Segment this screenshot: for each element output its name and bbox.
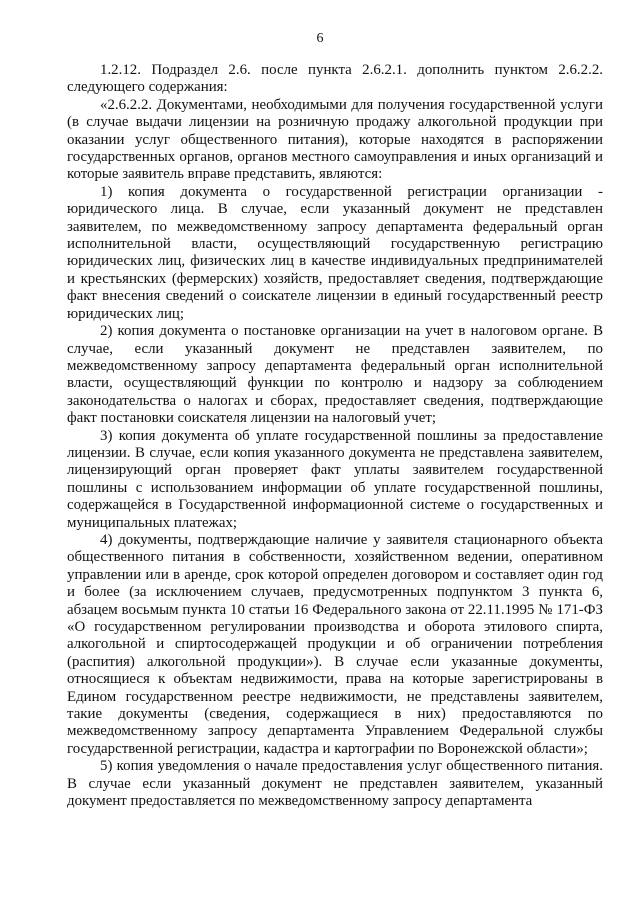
paragraph-item-5: 5) копия уведомления о начале предоставления услуг общественного питания. В случае если указанный документ не представлен заявителем, указанный документ предоставляется по межведомственному запросу департамента — [67, 758, 603, 810]
paragraph-item-1: 1) копия документа о государственной регистрации организации - юридического лица. В случае, если указанный документ не представлен заявителем, по межведомственному запросу департамента федеральный орган исполнительной власти, осуществляющий государственную регистрацию юридических лиц, физических лиц в качестве индивидуальных предпринимателей и крестьянских (фермерских) хозяйств, предоставляет сведения, подтверждающие факт внесения сведений о соискателе лицензии в единый государственный реестр юридических лиц; — [67, 183, 603, 322]
paragraph-amendment-intro: 1.2.12. Подраздел 2.6. после пункта 2.6.2.1. дополнить пунктом 2.6.2.2. следующего содержания: — [67, 62, 603, 96]
page-number: 6 — [316, 31, 324, 46]
document-body — [67, 62, 603, 810]
paragraph-item-2: 2) копия документа о постановке организации на учет в налоговом органе. В случае, если указанный документ не представлен заявителем, по межведомственному запросу департамента федеральный орган исполнительной власти, осуществляющий функции по контролю и надзору за соблюдением законодательства о налогах и сборах, предоставляет сведения, подтверждающие факт постановки соискателя лицензии на налоговый учет; — [67, 323, 603, 427]
paragraph-2-6-2-2-heading: «2.6.2.2. Документами, необходимыми для получения государственной услуги (в случае выдачи лицензии на розничную продажу алкогольной продукции при оказании услуг общественного питания), которые находятся в распоряжении государственных органов, органов местного самоуправления и иных организаций и которые заявитель вправе представить, являются: — [67, 96, 603, 183]
paragraph-item-4: 4) документы, подтверждающие наличие у заявителя стационарного объекта общественного питания в собственности, хозяйственном ведении, оперативном управлении или в аренде, срок которой определен договором и составляет один год и более (за исключением случаев, предусмотренных подпунктом 3 пункта 6, абзацем восьмым пункта 10 статьи 16 Федерального закона от 22.11.1995 № 171-ФЗ «О государственном регулировании производства и оборота этилового спирта, алкогольной и спиртосодержащей продукции и об ограничении потребления (распития) алкогольной продукции»). В случае если указанные документы, относящиеся к объектам недвижимости, права на которые зарегистрированы в Едином государственном реестре недвижимости, не представлены заявителем, такие документы (сведения, содержащиеся в них) предоставляются по межведомственному запросу департамента Управлением Федеральной службы государственной регистрации, кадастра и картографии по Воронежской области»; — [67, 531, 603, 757]
paragraph-item-3: 3) копия документа об уплате государственной пошлины за предоставление лицензии. В случае, если копия указанного документа не представлена заявителем, лицензирующий орган проверяет факт уплаты заявителем государственной пошлины с использованием информации об уплате государственной пошлины, содержащейся в Государственной информационной системе о государственных и муниципальных платежах; — [67, 427, 603, 531]
